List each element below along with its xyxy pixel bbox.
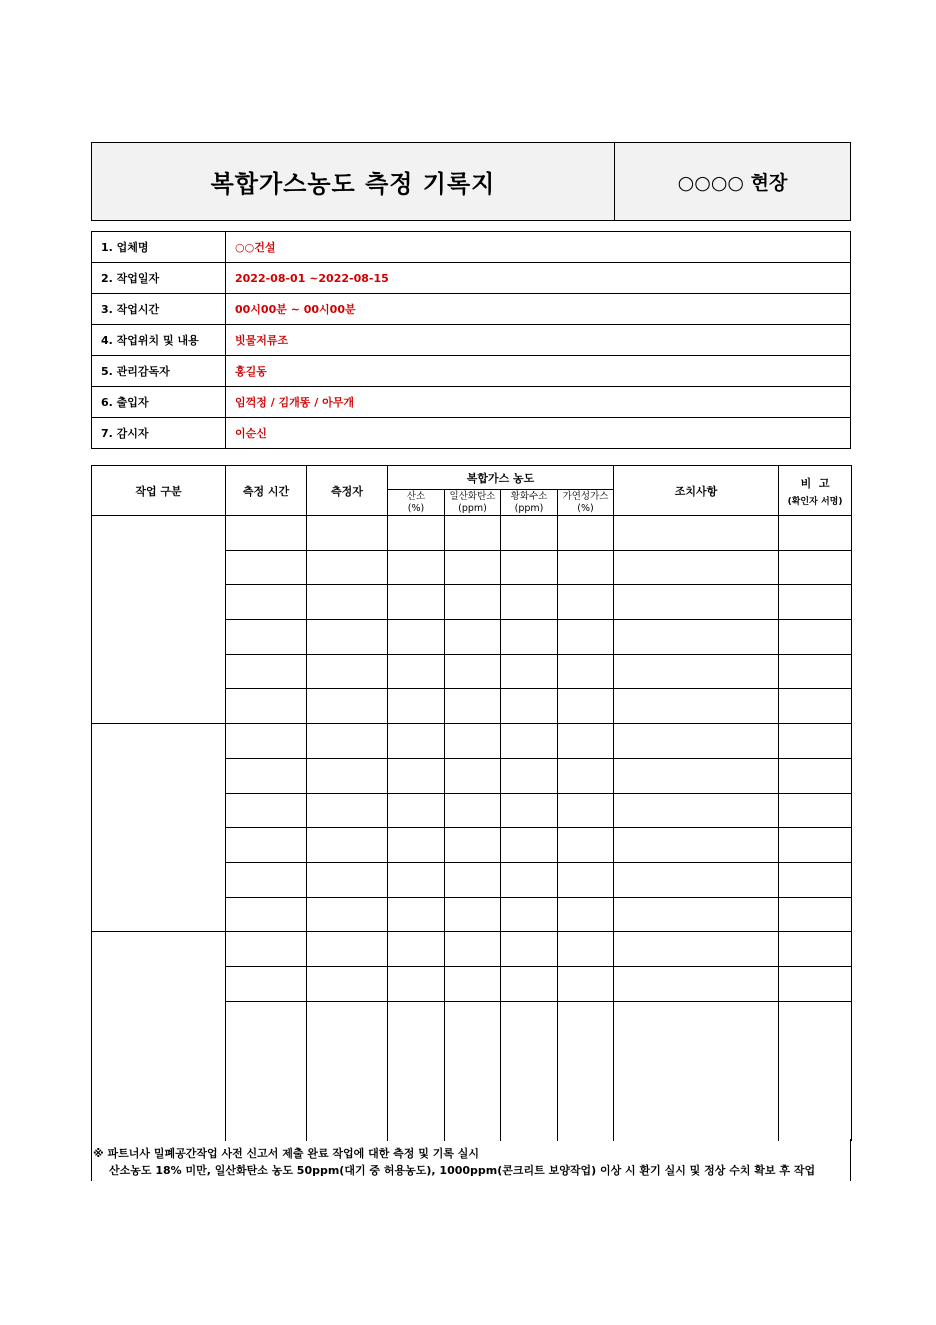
log-cell[interactable] [501,758,558,793]
remark-subtitle: (확인자 서명) [787,496,843,507]
log-cell[interactable] [614,689,779,724]
log-cell[interactable] [226,932,307,967]
log-cell[interactable] [445,862,501,897]
log-cell[interactable] [501,585,558,620]
log-cell[interactable] [226,516,307,551]
info-row-time [92,294,851,325]
log-cell[interactable] [779,828,852,863]
gas-unit: (%) [407,502,425,514]
log-cell[interactable] [445,1001,501,1141]
col-oxygen [388,490,445,516]
remark-title: 비 고 [800,476,830,490]
log-cell[interactable] [779,585,852,620]
log-cell[interactable] [307,620,388,655]
log-cell[interactable] [558,897,614,932]
gas-name: 가연성가스 [562,490,609,502]
log-cell[interactable] [501,724,558,759]
log-cell[interactable] [779,620,852,655]
measurement-log-table [91,465,852,1141]
log-cell[interactable] [558,550,614,585]
log-cell[interactable] [388,862,445,897]
log-cell[interactable] [307,793,388,828]
log-row [92,516,852,551]
log-cell[interactable] [388,620,445,655]
log-cell[interactable] [501,793,558,828]
log-cell[interactable] [307,724,388,759]
info-label: 4. 작업위치 및 내용 [92,325,226,356]
log-cell[interactable] [226,620,307,655]
log-cell[interactable] [307,758,388,793]
log-cell[interactable] [226,550,307,585]
gas-name: 일산화탄소 [449,490,496,502]
log-cell[interactable] [614,897,779,932]
log-cell[interactable] [226,654,307,689]
log-cell[interactable] [501,550,558,585]
log-cell[interactable] [501,689,558,724]
info-value: 빗물저류조 [226,325,851,356]
log-cell[interactable] [558,1001,614,1141]
log-cell[interactable] [445,758,501,793]
log-cell[interactable] [501,897,558,932]
info-value: 이순신 [226,418,851,449]
note-line-2: 산소농도 18% 미만, 일산화탄소 농도 50ppm(대기 중 허용농도), 1000ppm(콘크리트 보양작업) 이상 시 환기 실시 및 정상 수치 확보 후 작업 [109,1164,816,1177]
log-cell[interactable] [558,724,614,759]
col-measure-time: 측정 시간 [226,466,307,516]
log-cell[interactable] [558,793,614,828]
log-cell[interactable] [779,758,852,793]
log-cell[interactable] [558,966,614,1001]
log-cell[interactable] [388,828,445,863]
col-hydrogen-sulfide [501,490,558,516]
log-cell[interactable] [779,966,852,1001]
info-row-date [92,263,851,294]
log-cell[interactable] [501,620,558,655]
log-cell[interactable] [388,550,445,585]
log-cell[interactable] [307,828,388,863]
log-cell[interactable] [445,828,501,863]
log-cell[interactable] [307,585,388,620]
log-cell[interactable] [445,724,501,759]
log-cell[interactable] [614,828,779,863]
log-cell[interactable] [307,897,388,932]
log-cell[interactable] [445,932,501,967]
log-cell[interactable] [558,689,614,724]
log-cell[interactable] [614,585,779,620]
log-cell[interactable] [614,793,779,828]
log-cell[interactable] [307,516,388,551]
log-cell[interactable] [779,724,852,759]
info-value: 임꺽정 / 김개똥 / 아무개 [226,387,851,418]
log-cell[interactable] [307,1001,388,1141]
log-cell[interactable] [558,828,614,863]
col-remark [779,466,852,516]
log-cell[interactable] [388,654,445,689]
gas-unit: (ppm) [458,502,487,514]
log-cell[interactable] [779,793,852,828]
work-type-cell[interactable] [92,724,226,932]
log-cell[interactable] [388,932,445,967]
log-cell[interactable] [614,966,779,1001]
log-cell[interactable] [779,550,852,585]
log-cell[interactable] [501,654,558,689]
log-cell[interactable] [226,724,307,759]
info-row-entrants [92,387,851,418]
log-cell[interactable] [501,828,558,863]
col-carbon-monoxide [445,490,501,516]
log-cell[interactable] [307,862,388,897]
table-right-edge [850,1139,851,1181]
work-type-cell[interactable] [92,516,226,724]
log-cell[interactable] [614,620,779,655]
log-row [92,932,852,967]
log-cell[interactable] [614,724,779,759]
log-cell[interactable] [779,1001,852,1141]
info-value: 00시00분 ~ 00시00분 [226,294,851,325]
log-cell[interactable] [614,1001,779,1141]
log-cell[interactable] [558,758,614,793]
log-cell[interactable] [445,966,501,1001]
log-cell[interactable] [307,550,388,585]
log-cell[interactable] [558,932,614,967]
info-label: 2. 작업일자 [92,263,226,294]
log-cell[interactable] [226,793,307,828]
log-cell[interactable] [388,689,445,724]
log-cell[interactable] [388,966,445,1001]
gas-name: 황화수소 [510,490,548,502]
log-cell[interactable] [558,862,614,897]
info-row-supervisor [92,356,851,387]
info-label: 1. 업체명 [92,232,226,263]
log-cell[interactable] [445,689,501,724]
log-cell[interactable] [614,758,779,793]
log-cell[interactable] [445,550,501,585]
log-cell[interactable] [614,550,779,585]
log-cell[interactable] [388,724,445,759]
info-label: 7. 감시자 [92,418,226,449]
form-title: 복합가스농도 측정 기록지 [92,143,615,220]
gas-name: 산소 [406,490,426,502]
log-cell[interactable] [307,689,388,724]
log-cell[interactable] [779,689,852,724]
log-cell[interactable] [779,862,852,897]
col-flammable-gas [558,490,614,516]
log-cell[interactable] [388,897,445,932]
form-header [91,142,851,221]
log-cell[interactable] [388,585,445,620]
log-cell[interactable] [226,585,307,620]
log-cell[interactable] [307,966,388,1001]
log-cell[interactable] [501,1001,558,1141]
log-row [92,724,852,759]
col-action: 조치사항 [614,466,779,516]
log-cell[interactable] [226,862,307,897]
log-cell[interactable] [614,862,779,897]
info-value: 2022-08-01 ~2022-08-15 [226,263,851,294]
log-cell[interactable] [501,966,558,1001]
info-row-company [92,232,851,263]
info-row-location [92,325,851,356]
log-cell[interactable] [226,897,307,932]
log-cell[interactable] [445,585,501,620]
gas-unit: (%) [577,502,594,514]
log-cell[interactable] [388,516,445,551]
log-cell[interactable] [307,932,388,967]
info-value: ○○건설 [226,232,851,263]
site-name: ○○○○ 현장 [677,172,788,194]
info-value: 홍길동 [226,356,851,387]
log-cell[interactable] [558,585,614,620]
log-cell[interactable] [226,828,307,863]
col-measurer: 측정자 [307,466,388,516]
log-cell[interactable] [388,1001,445,1141]
log-cell[interactable] [558,516,614,551]
log-cell[interactable] [445,620,501,655]
log-cell[interactable] [501,862,558,897]
log-cell[interactable] [445,793,501,828]
log-cell[interactable] [226,1001,307,1141]
info-table [91,231,851,449]
col-work-type: 작업 구분 [92,466,226,516]
log-cell[interactable] [779,516,852,551]
log-cell[interactable] [614,932,779,967]
log-cell[interactable] [501,516,558,551]
note-line-1: ※ 파트너사 밀폐공간작업 사전 신고서 제출 완료 작업에 대한 측정 및 기록 실시 [93,1147,480,1160]
log-cell[interactable] [779,897,852,932]
log-cell[interactable] [388,793,445,828]
log-cell[interactable] [307,654,388,689]
work-type-cell[interactable] [92,932,226,1141]
log-cell[interactable] [445,897,501,932]
info-label: 3. 작업시간 [92,294,226,325]
log-cell[interactable] [388,758,445,793]
table-left-edge [91,1139,92,1181]
info-row-watcher [92,418,851,449]
gas-unit: (ppm) [514,502,544,514]
log-cell[interactable] [445,516,501,551]
log-cell[interactable] [614,654,779,689]
info-label: 5. 관리감독자 [92,356,226,387]
log-cell[interactable] [558,654,614,689]
log-cell[interactable] [779,654,852,689]
log-cell[interactable] [779,932,852,967]
log-cell[interactable] [558,620,614,655]
col-gas-concentration: 복합가스 농도 [388,466,614,490]
info-label: 6. 출입자 [92,387,226,418]
log-cell[interactable] [226,966,307,1001]
log-cell[interactable] [226,689,307,724]
log-cell[interactable] [614,516,779,551]
log-cell[interactable] [445,654,501,689]
log-cell[interactable] [226,758,307,793]
log-cell[interactable] [501,932,558,967]
